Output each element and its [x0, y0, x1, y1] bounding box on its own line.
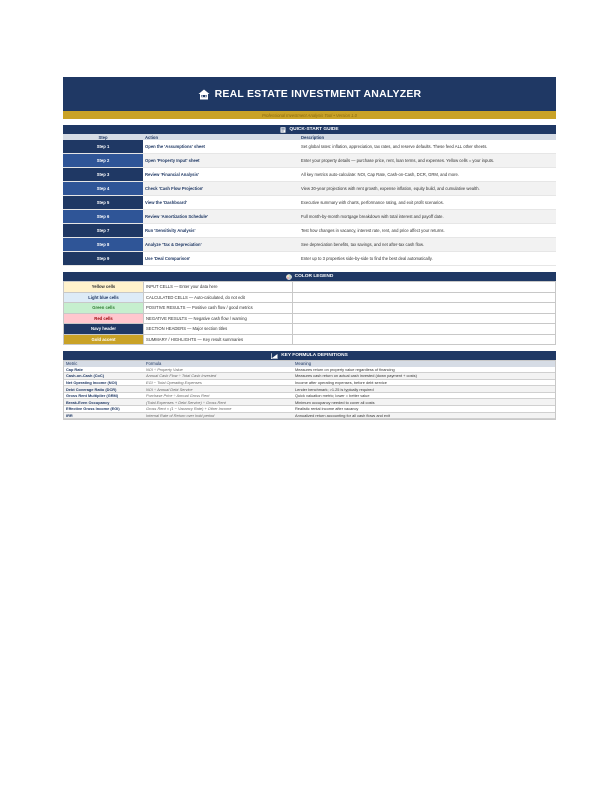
step-label: Step 4: [63, 182, 143, 196]
table-row: [63, 210, 556, 224]
column-header: Description: [299, 134, 556, 140]
legend-blank: [293, 324, 556, 335]
document-icon: [280, 127, 286, 133]
step-description: Full month-by-month mortgage breakdown with total interest and payoff date.: [299, 210, 556, 224]
table-row: [63, 224, 556, 238]
metric-meaning: Income after operating expenses, before debt service: [293, 379, 555, 386]
formula-definitions-header: [63, 351, 556, 360]
formula-definitions-title: KEY FORMULA DEFINITIONS: [281, 353, 348, 358]
title-bar: [63, 77, 556, 111]
column-header: Formula: [144, 361, 293, 367]
step-label: Step 3: [63, 168, 143, 182]
table-row: [63, 140, 556, 154]
color-legend-table: [63, 281, 556, 345]
color-legend-title: COLOR LEGEND: [294, 274, 334, 279]
legend-blank: [293, 292, 556, 303]
step-description: All key metrics auto-calculate: NOI, Cap Rate, Cash-on-Cash, DCR, GRM, and more.: [299, 168, 556, 182]
step-action[interactable]: Analyze 'Tax & Depreciation': [143, 238, 299, 252]
metric-name: Cash-on-Cash (CoC): [64, 373, 144, 380]
metric-name: Net Operating Income (NOI): [64, 379, 144, 386]
metric-formula: Annual Cash Flow ÷ Total Cash Invested: [144, 373, 293, 380]
table-row: [63, 252, 556, 266]
legend-description: NEGATIVE RESULTS — Negative cash flow / warning: [144, 313, 293, 324]
legend-row: [64, 313, 556, 324]
metric-meaning: Quick valuation metric; lower = better value: [293, 392, 555, 399]
column-header: Metric: [64, 361, 144, 367]
worksheet: [63, 77, 556, 420]
legend-blank: [293, 303, 556, 314]
table-row: [64, 412, 555, 419]
quick-start-table: [63, 134, 556, 266]
metric-formula: EGI − Total Operating Expenses: [144, 379, 293, 386]
legend-blank: [293, 282, 556, 293]
legend-row: [64, 292, 556, 303]
step-description: Test how changes in vacancy, interest rate, rent, and price affect your returns.: [299, 224, 556, 238]
legend-description: POSITIVE RESULTS — Positive cash flow / good metrics: [144, 303, 293, 314]
legend-row: [64, 334, 556, 345]
subtitle-bar: [63, 111, 556, 119]
house-icon: [198, 89, 210, 100]
step-action[interactable]: View the 'Dashboard': [143, 196, 299, 210]
legend-swatch: Yellow cells: [64, 282, 144, 293]
legend-swatch: Navy header: [64, 324, 144, 335]
formula-table-frame: [63, 360, 556, 420]
step-label: Step 1: [63, 140, 143, 154]
metric-name: Break-Even Occupancy: [64, 399, 144, 406]
quick-start-header: [63, 125, 556, 134]
legend-swatch: Green cells: [64, 303, 144, 314]
metric-formula: Gross Rent × (1 − Vacancy Rate) + Other Income: [144, 406, 293, 413]
step-label: Step 6: [63, 210, 143, 224]
table-row: [64, 392, 555, 399]
formula-definitions-table: [64, 361, 555, 419]
step-description: Executive summary with charts, performance rating, and exit profit scenarios.: [299, 196, 556, 210]
metric-name: Debt Coverage Ratio (DCR): [64, 386, 144, 393]
metric-name: Gross Rent Multiplier (GRM): [64, 392, 144, 399]
table-row: [63, 168, 556, 182]
legend-description: SUMMARY / HIGHLIGHTS — Key result summaries: [144, 334, 293, 345]
step-action[interactable]: Review 'Amortization Schedule': [143, 210, 299, 224]
legend-description: SECTION HEADERS — Major section titles: [144, 324, 293, 335]
legend-blank: [293, 313, 556, 324]
table-row: [63, 196, 556, 210]
metric-name: Cap Rate: [64, 367, 144, 373]
legend-swatch: Light blue cells: [64, 292, 144, 303]
legend-swatch: Gold accent: [64, 334, 144, 345]
step-description: Enter up to 3 properties side-by-side to find the best deal automatically.: [299, 252, 556, 266]
app-subtitle: Professional Investment Analysis Tool • Version 1.0: [261, 112, 358, 118]
step-action[interactable]: Review 'Financial Analysis': [143, 168, 299, 182]
table-row: [63, 238, 556, 252]
table-row: [64, 386, 555, 393]
legend-row: [64, 324, 556, 335]
quick-start-title: QUICK-START GUIDE: [289, 127, 339, 132]
column-header: Meaning: [293, 361, 555, 367]
step-action[interactable]: Check 'Cash Flow Projection': [143, 182, 299, 196]
metric-meaning: Realistic rental income after vacancy: [293, 406, 555, 413]
legend-row: [64, 303, 556, 314]
table-row: [64, 379, 555, 386]
step-description: Set global rates: inflation, appreciation, tax rates, and reserve defaults. These feed ALL other sheets.: [299, 140, 556, 154]
table-row: [64, 406, 555, 413]
column-header: Action: [143, 134, 299, 140]
step-description: See depreciation benefits, tax savings, and net after-tax cash flow.: [299, 238, 556, 252]
legend-swatch: Red cells: [64, 313, 144, 324]
chart-icon: [271, 353, 278, 359]
step-description: Enter your property details — purchase price, rent, loan terms, and expenses. Yellow cells = your inputs.: [299, 154, 556, 168]
legend-description: CALCULATED CELLS — Auto-calculated, do not edit: [144, 292, 293, 303]
metric-meaning: Lender benchmark; >1.25 is typically required: [293, 386, 555, 393]
palette-icon: [286, 274, 292, 280]
step-label: Step 5: [63, 196, 143, 210]
step-action[interactable]: Open 'Property Input' sheet: [143, 154, 299, 168]
metric-formula: Internal Rate of Return over hold period: [144, 412, 293, 419]
table-row: [63, 182, 556, 196]
table-row: [64, 399, 555, 406]
metric-meaning: Minimum occupancy needed to cover all costs: [293, 399, 555, 406]
metric-formula: NOI ÷ Property Value: [144, 367, 293, 373]
metric-formula: (Total Expenses + Debt Service) ÷ Gross Rent: [144, 399, 293, 406]
step-label: Step 2: [63, 154, 143, 168]
metric-formula: NOI ÷ Annual Debt Service: [144, 386, 293, 393]
step-label: Step 7: [63, 224, 143, 238]
column-header: Step: [63, 134, 143, 140]
table-row: [63, 154, 556, 168]
step-action[interactable]: Open the 'Assumptions' sheet: [143, 140, 299, 154]
legend-description: INPUT CELLS — Enter your data here: [144, 282, 293, 293]
step-action[interactable]: Run 'Sensitivity Analysis': [143, 224, 299, 238]
metric-name: Effective Gross Income (EGI): [64, 406, 144, 413]
legend-blank: [293, 334, 556, 345]
table-row: [64, 373, 555, 380]
metric-formula: Purchase Price ÷ Annual Gross Rent: [144, 392, 293, 399]
metric-meaning: Measures return on property value regardless of financing: [293, 367, 555, 373]
metric-meaning: Annualized return accounting for all cash flows and exit: [293, 412, 555, 419]
step-label: Step 9: [63, 252, 143, 266]
metric-meaning: Measures cash return on actual cash invested (down payment + costs): [293, 373, 555, 380]
legend-row: [64, 282, 556, 293]
metric-name: IRR: [64, 412, 144, 419]
step-description: View 30-year projections with rent growth, expense inflation, equity build, and cumulative wealth.: [299, 182, 556, 196]
step-action[interactable]: Use 'Deal Comparison': [143, 252, 299, 266]
step-label: Step 8: [63, 238, 143, 252]
color-legend-header: [63, 272, 556, 281]
app-title: REAL ESTATE INVESTMENT ANALYZER: [214, 88, 422, 100]
